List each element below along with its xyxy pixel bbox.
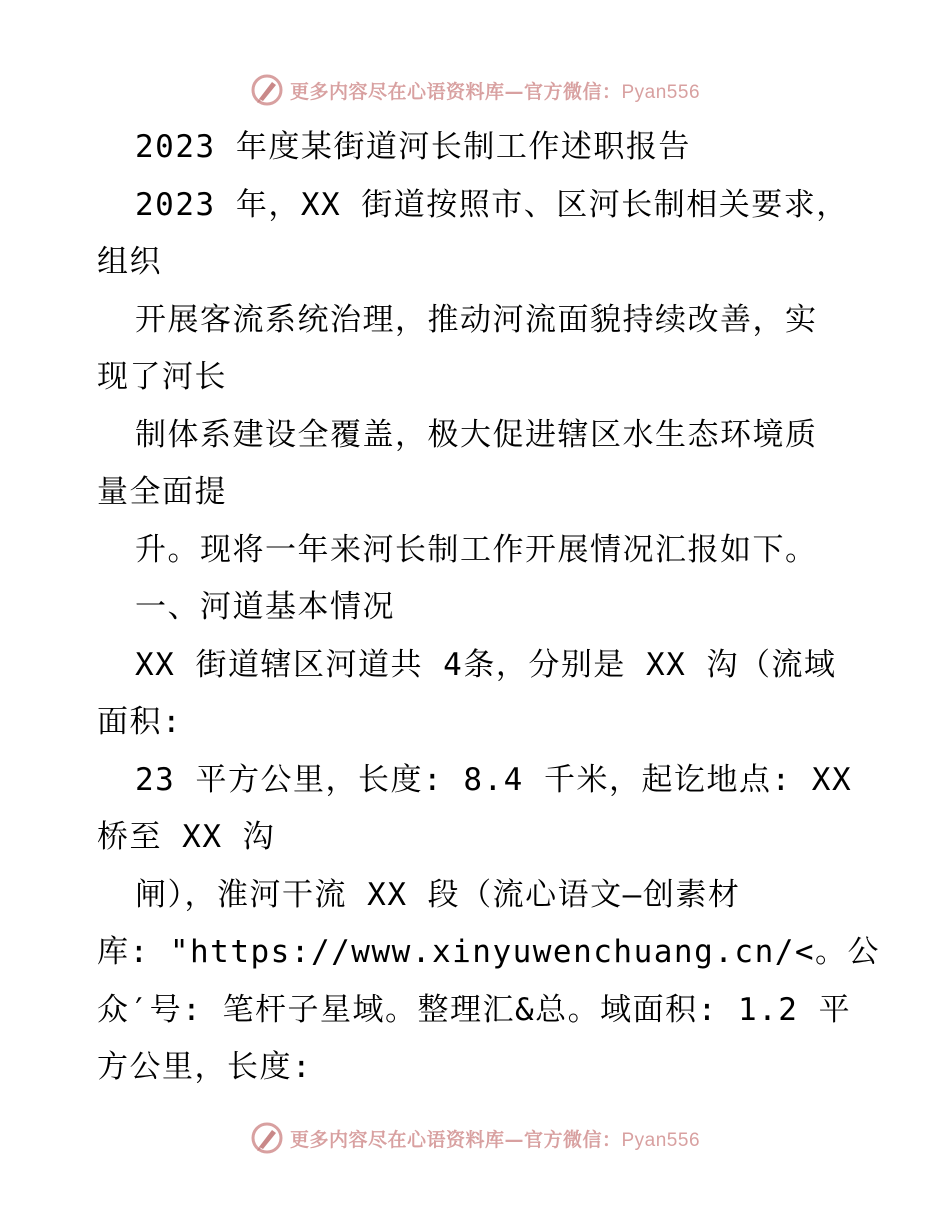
watermark-latin: Pyan556: [621, 1129, 701, 1151]
pen-logo-icon: [250, 73, 284, 107]
text-line: 库: "https://www.xinyuwenchuang.cn/<。公: [97, 934, 881, 970]
watermark-chinese: 更多内容尽在心语资料库—官方微信：: [289, 80, 622, 103]
text-line: 方公里，长度:: [97, 1049, 313, 1085]
watermark-text: [290, 77, 700, 104]
text-line: 升。现将一年来河长制工作开展情况汇报如下。: [135, 532, 818, 568]
text-line: 2023 年，XX 街道按照市、区河长制相关要求，: [135, 187, 849, 223]
text-line: 桥至 XX 沟: [97, 819, 276, 855]
text-line: 组织: [97, 244, 162, 280]
watermark-chinese: 更多内容尽在心语资料库—官方微信：: [289, 1128, 622, 1151]
text-line: 现了河长: [97, 359, 227, 395]
text-line: 制体系建设全覆盖，极大促进辖区水生态环境质: [135, 417, 818, 453]
watermark-latin: Pyan556: [621, 81, 701, 103]
watermark-text: [290, 1125, 700, 1152]
text-line: 23 平方公里，长度: 8.4 千米，起讫地点: XX: [135, 762, 853, 798]
text-line: 开展客流系统治理，推动河流面貌持续改善，实: [135, 302, 818, 338]
header-watermark: [0, 70, 950, 110]
text-line: 面积:: [97, 704, 183, 740]
text-line: 一、河道基本情况: [135, 589, 395, 625]
footer-watermark: [0, 1118, 950, 1158]
text-line: XX 街道辖区河道共 4条，分别是 XX 沟（流域: [135, 647, 837, 683]
text-line: 量全面提: [97, 474, 227, 510]
pen-logo-icon: [250, 1121, 284, 1155]
text-line: 闸），淮河干流 XX 段（流心语文—创素材: [135, 877, 741, 913]
text-line: 2023 年度某街道河长制工作述职报告: [135, 129, 691, 165]
text-line: 众′号: 笔杆子星域。整理汇&总。域面积: 1.2 平: [97, 992, 852, 1028]
